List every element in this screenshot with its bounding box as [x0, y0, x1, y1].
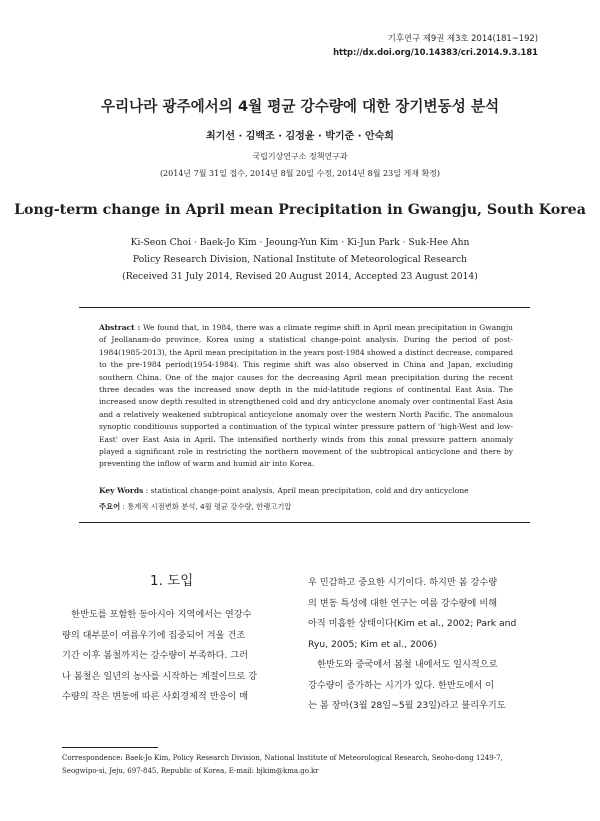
korean-dates: (2014년 7월 31일 접수, 2014년 8월 20일 수정, 2014년 8월 23일 게재 확정)	[159, 169, 441, 178]
body-line: 의 변동 특성에 대한 연구는 여름 강수량에 비해	[308, 597, 498, 609]
english-affiliation: Policy Research Division, National Institute of Meteorological Research	[132, 254, 468, 265]
journal-info	[333, 31, 538, 59]
correspondence-footnote	[62, 752, 538, 778]
body-line: 아직 미흡한 상태이다(Kim et al., 2002; Park and	[308, 618, 517, 629]
body-left-column	[62, 605, 284, 708]
doi-line: http://dx.doi.org/10.14383/cri.2014.9.3.181	[333, 47, 538, 57]
body-right-column	[308, 573, 533, 717]
abstract	[99, 322, 513, 471]
korean-affiliation: 국립기상연구소 정책연구과	[252, 152, 348, 161]
abstract-label: Abstract :	[99, 323, 141, 332]
keywords-english-text: : statistical change-point analysis, April mean precipitation, cold and dry anticyclone	[143, 486, 469, 495]
body-line: 한반도와 중국에서 봄철 내에서도 일시적으로	[308, 659, 498, 670]
footnote-line: Correspondence: Baek-Jo Kim, Policy Research Division, National Institute of Meteorological Research, Seoho-dong 1249-7,	[62, 754, 503, 762]
body-line: 우 민감하고 중요한 시기이다. 하지만 봄 강수량	[308, 577, 498, 588]
keywords-english	[99, 486, 519, 495]
keywords-korean-text: : 통계적 시점변화 분석, 4월 평균 강수량, 한랭고기압	[120, 502, 292, 511]
body-line: 량의 대부분이 여름우기에 집중되어 겨울 건조	[62, 629, 246, 641]
body-line: 는 봄 장마(3월 28일~5월 23일)라고 불리우기도	[308, 700, 506, 711]
section-heading: 1. 도입	[150, 573, 194, 589]
footnote-line: Seogwipo-si, Jeju, 697-845, Republic of Korea, E-mail: bjkim@kma.go.kr	[62, 767, 319, 775]
keywords-english-label: Key Words	[99, 486, 144, 495]
body-line: Ryu, 2005; Kim et al., 2006)	[308, 638, 437, 650]
body-line: 기간 이후 봄철까지는 강수량이 부족하다. 그러	[62, 650, 249, 661]
abstract-text: We found that, in 1984, there was a climate regime shift in April mean precipitation in Gwangju of Jeollanam-do province, Korea using a statistical change-point analysis. During the period of post-1984(1985-2013), the April mean precipitation in the years post-1984 showed a distinct decrease, compared to the pre-1984 period(1954-1984). This regime shift was also observed in China and Japan, excluding southern China. One of the major causes for the decreasing April mean precipitation during the recent three decades was the increased snow depth in the mid-latitude regions of continental East Asia. The increased snow depth resulted in strengthened cold and dry anticyclone anomaly over continental East Asia and a relatively weakened subtropical anticyclone anomaly over the western North Pacific. The anomalous synoptic conditiouus supported a continuation of the typical winter pressure pattern of 'high-West and low-East' over East Asia in April. The intensified northerly winds from this zonal pressure pattern anomaly played a significant role in restricting the northern movement of the subtropical anticyclone and there by preventing the inflow of warm and humid air into Korea.	[99, 323, 513, 469]
keywords-korean-label: 주요어	[99, 502, 121, 511]
english-title: Long-term change in April mean Precipitation in Gwangju, South Korea	[14, 202, 586, 218]
body-line: 강수량이 증가하는 시기가 있다. 한반도에서 이	[308, 679, 495, 691]
english-dates: (Received 31 July 2014, Revised 20 August 2014, Accepted 23 August 2014)	[122, 271, 478, 282]
english-authors: Ki-Seon Choi · Baek-Jo Kim · Jeoung-Yun Kim · Ki-Jun Park · Suk-Hee Ahn	[130, 237, 470, 248]
journal-issue-line: 기후연구 제9권 제3호 2014(181~192)	[387, 33, 538, 43]
abstract-bottom-rule	[79, 522, 530, 523]
body-line: 나 봄철은 일년의 농사를 시작하는 계절이므로 강	[62, 670, 258, 682]
korean-authors: 최기선 · 김백조 · 김정윤 · 박기준 · 안숙희	[206, 131, 394, 142]
korean-title: 우리나라 광주에서의 4월 평균 강수량에 대한 장기변동성 분석	[100, 98, 500, 115]
keywords-korean	[99, 502, 519, 512]
body-line: 한반도를 포함한 동아시아 지역에서는 연강수	[62, 609, 252, 620]
abstract-top-rule	[79, 307, 530, 308]
footnote-rule	[62, 747, 158, 748]
body-line: 수량의 작은 변동에 따른 사회경제적 반응이 매	[62, 691, 249, 702]
